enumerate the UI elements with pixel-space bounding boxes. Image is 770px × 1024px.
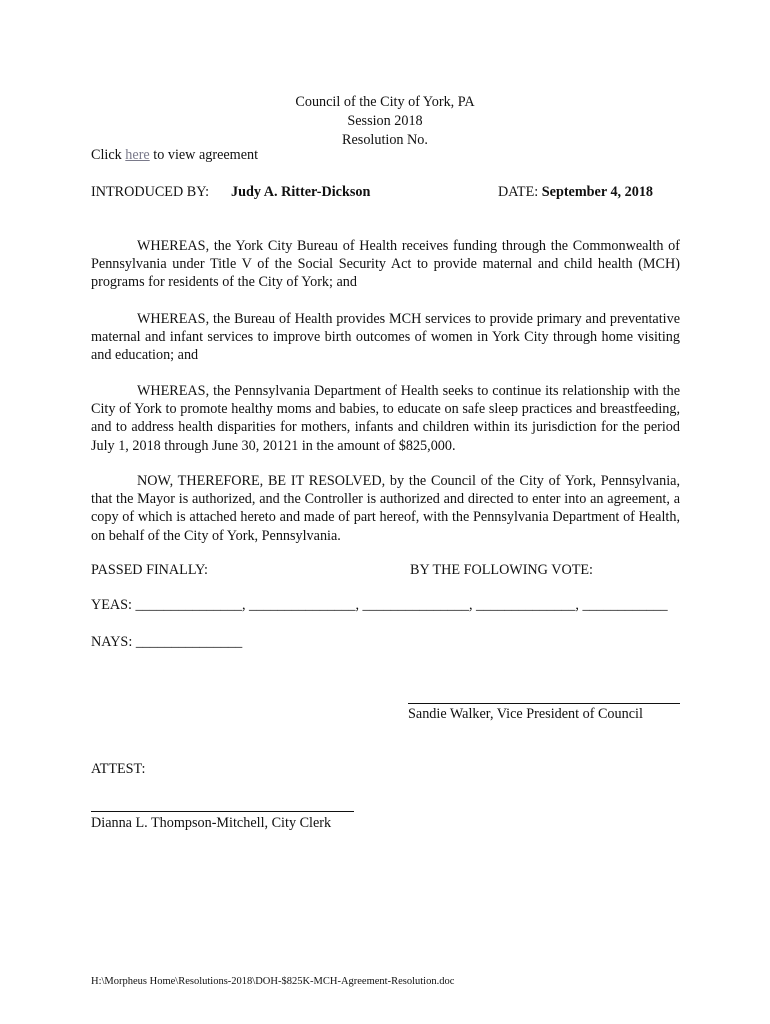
whereas-paragraph-1 [91, 237, 680, 292]
clerk-signature-line [91, 811, 354, 812]
paragraph-text: WHEREAS, the Pennsylvania Department of Health seeks to continue its relationship with the City of York to promote healthy moms and babies, to educate on safe sleep practices and breastfeeding, and to address health disparities for mothers, infants and children within its jurisdiction for the period July 1, 2018 through June 30, 20121 in the amount of $825,000. [91, 383, 680, 454]
paragraph-text: WHEREAS, the Bureau of Health provides MCH services to provide primary and preventative maternal and infant services to improve birth outcomes of women in York City through home visiting and education; and [91, 311, 680, 364]
header-resolution-no: Resolution No. [342, 132, 428, 148]
whereas-paragraph-2 [91, 310, 680, 365]
click-suffix: to view agreement [149, 147, 259, 163]
vice-president-name: Sandie Walker, Vice President of Council [408, 706, 643, 722]
vice-president-signature-line [408, 703, 680, 704]
paragraph-text: WHEREAS, the York City Bureau of Health receives funding through the Commonwealth of Pennsylvania under Title V of the Social Security Act to provide maternal and child health (MCH) programs for residents of the City of York; and [91, 238, 680, 291]
attest-label: ATTEST: [91, 761, 146, 777]
click-prefix: Click [91, 147, 126, 163]
header-council: Council of the City of York, PA [295, 94, 475, 110]
resolved-paragraph [91, 472, 680, 545]
vote-label: BY THE FOLLOWING VOTE: [410, 562, 593, 578]
nays-line: NAYS: _______________ [91, 634, 243, 650]
date-value: September 4, 2018 [541, 184, 654, 200]
introduced-by-label: INTRODUCED BY: [91, 184, 210, 200]
footer-file-path: H:\Morpheus Home\Resolutions-2018\DOH-$825K-MCH-Agreement-Resolution.doc [91, 976, 455, 987]
date-label: DATE: [498, 184, 539, 200]
header-session: Session 2018 [347, 113, 423, 129]
yeas-line: YEAS: _______________, _______________, _______________, ______________, ____________ [91, 597, 668, 613]
document-header [0, 93, 770, 150]
agreement-link[interactable]: here [125, 147, 150, 163]
passed-finally-label: PASSED FINALLY: [91, 562, 208, 578]
introduced-by-name: Judy A. Ritter-Dickson [231, 184, 371, 200]
click-line [91, 147, 258, 164]
clerk-name: Dianna L. Thompson-Mitchell, City Clerk [91, 815, 332, 831]
paragraph-text: NOW, THEREFORE, BE IT RESOLVED, by the Council of the City of York, Pennsylvania, that the Mayor is authorized, and the Controller is authorized and directed to enter into an agreement, a copy of which is attached hereto and made of part hereof, with the Pennsylvania Department of Health, on behalf of the City of York, Pennsylvania. [91, 473, 680, 544]
whereas-paragraph-3 [91, 382, 680, 455]
date-field [498, 184, 653, 201]
